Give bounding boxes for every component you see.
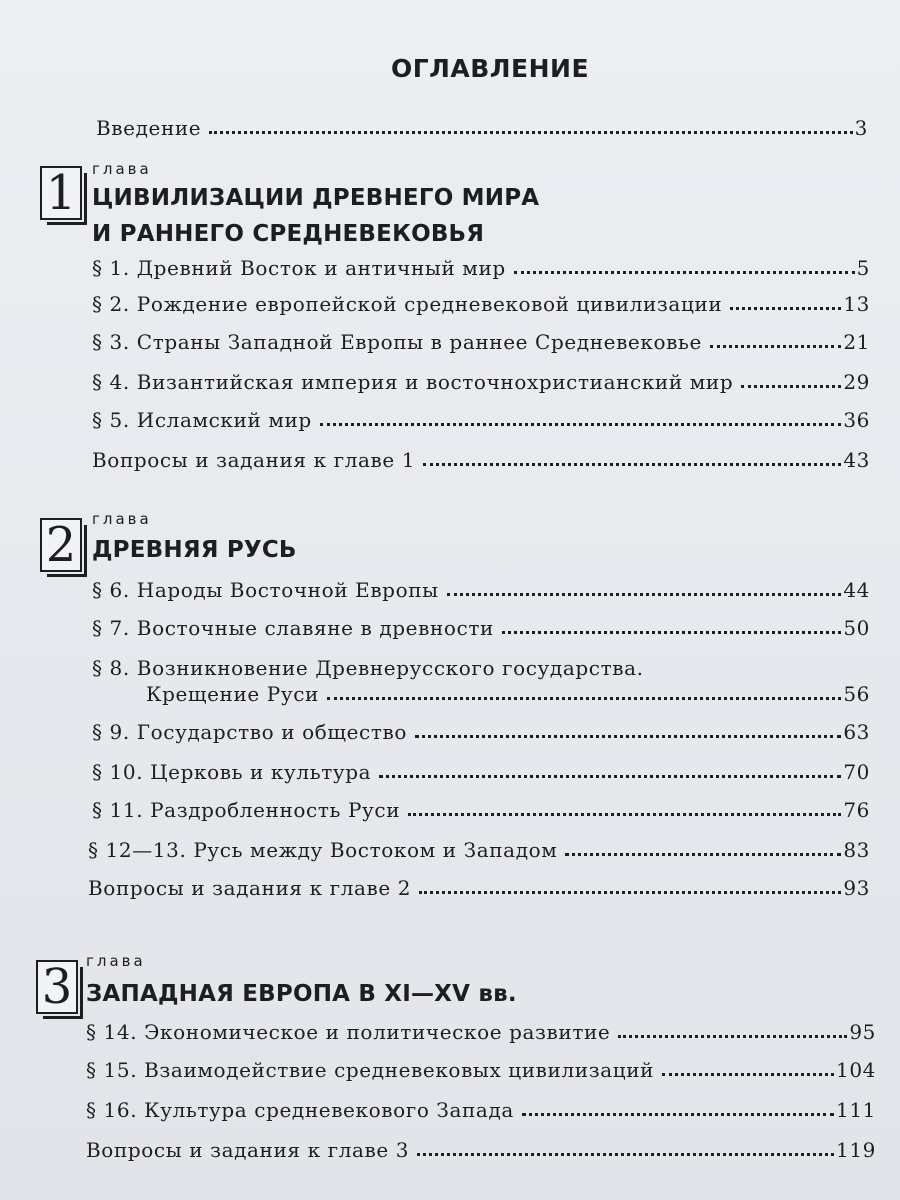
entry-page: 119 (836, 1138, 876, 1162)
leader-dots (662, 1073, 834, 1076)
leader-dots (741, 385, 841, 388)
chapter-word: глава (92, 510, 152, 528)
leader-dots (415, 735, 841, 738)
toc-entry (92, 448, 870, 472)
chapter-number: 1 (45, 165, 77, 221)
toc-entry (92, 256, 870, 280)
entry-label: Вопросы и задания к главе 1 (92, 448, 416, 472)
leader-dots (408, 813, 841, 816)
entry-page: 29 (843, 370, 870, 394)
leader-dots (514, 271, 855, 274)
entry-page: 93 (843, 876, 870, 900)
leader-dots (417, 1153, 834, 1156)
leader-dots (327, 697, 841, 700)
toc-entry (92, 370, 870, 394)
chapter-title-line: ЦИВИЛИЗАЦИИ ДРЕВНЕГО МИРА (92, 185, 540, 211)
chapter-title-line: ДРЕВНЯЯ РУСЬ (92, 537, 297, 563)
entry-page: 5 (856, 256, 870, 280)
toc-entry (92, 616, 870, 640)
entry-label-continued: Крещение Руси (146, 682, 319, 706)
leader-dots (320, 423, 842, 426)
toc-entry (92, 330, 870, 354)
entry-page: 95 (849, 1020, 876, 1044)
entry-page: 83 (843, 838, 870, 862)
toc-title: ОГЛАВЛЕНИЕ (390, 54, 590, 83)
toc-entry (92, 292, 870, 316)
entry-label: § 1. Древний Восток и античный мир (92, 256, 506, 280)
leader-dots (522, 1113, 834, 1116)
leader-dots (423, 463, 841, 466)
entry-label: Вопросы и задания к главе 3 (86, 1138, 410, 1162)
entry-page: 70 (843, 760, 870, 784)
leader-dots (447, 593, 842, 596)
entry-label: § 9. Государство и общество (92, 720, 407, 744)
entry-label: § 2. Рождение европейской средневековой цивилизации (92, 292, 723, 316)
leader-dots (618, 1035, 847, 1038)
chapter-word: глава (86, 952, 146, 970)
entry-label: Вопросы и задания к главе 2 (88, 876, 412, 900)
toc-entry (92, 798, 870, 822)
chapter-number-box (40, 166, 82, 220)
leader-dots (209, 131, 852, 134)
toc-entry (92, 720, 870, 744)
entry-page: 21 (843, 330, 870, 354)
entry-label: § 16. Культура средневекового Запада (86, 1098, 514, 1122)
toc-entry (88, 838, 870, 862)
chapter-title-line: ЗАПАДНАЯ ЕВРОПА В XI—XV вв. (86, 981, 517, 1007)
toc-entry (92, 760, 870, 784)
toc-entry-intro (96, 116, 868, 140)
entry-label: § 14. Экономическое и политическое развитие (86, 1020, 611, 1044)
entry-page: 13 (843, 292, 870, 316)
entry-label: § 12—13. Русь между Востоком и Западом (88, 838, 558, 862)
entry-label: § 4. Византийская империя и восточнохристианский мир (92, 370, 734, 394)
toc-entry (86, 1138, 876, 1162)
entry-page: 3 (854, 116, 868, 140)
entry-page: 111 (836, 1098, 876, 1122)
chapter-word: глава (92, 160, 152, 178)
leader-dots (710, 345, 841, 348)
toc-entry (86, 1058, 876, 1082)
entry-label: § 10. Церковь и культура (92, 760, 372, 784)
entry-label: § 11. Раздробленность Руси (92, 798, 401, 822)
entry-label: § 7. Восточные славяне в древности (92, 616, 494, 640)
chapter-number: 3 (41, 959, 73, 1015)
entry-page: 76 (843, 798, 870, 822)
toc-entry (86, 1020, 876, 1044)
chapter-number-box (36, 960, 78, 1014)
chapter-number: 2 (45, 517, 77, 573)
leader-dots (502, 631, 841, 634)
entry-page: 43 (843, 448, 870, 472)
leader-dots (379, 775, 841, 778)
leader-dots (419, 891, 841, 894)
entry-page: 56 (843, 682, 870, 706)
entry-label: § 6. Народы Восточной Европы (92, 578, 439, 602)
entry-page: 104 (836, 1058, 876, 1082)
toc-entry (92, 408, 870, 432)
leader-dots (730, 307, 841, 310)
entry-page: 44 (843, 578, 870, 602)
chapter-number-box (40, 518, 82, 572)
entry-page: 50 (843, 616, 870, 640)
entry-label: § 8. Возникновение Древнерусского государства. (92, 656, 644, 680)
entry-label: § 5. Исламский мир (92, 408, 312, 432)
leader-dots (565, 853, 841, 856)
entry-page: 36 (843, 408, 870, 432)
entry-label: § 3. Страны Западной Европы в раннее Средневековье (92, 330, 702, 354)
entry-label: Введение (96, 116, 202, 140)
toc-entry (86, 1098, 876, 1122)
toc-entry (92, 578, 870, 602)
toc-entry (88, 876, 870, 900)
entry-label: § 15. Взаимодействие средневековых цивилизаций (86, 1058, 655, 1082)
toc-entry (146, 682, 870, 706)
chapter-title-line: И РАННЕГО СРЕДНЕВЕКОВЬЯ (92, 221, 485, 247)
entry-page: 63 (843, 720, 870, 744)
